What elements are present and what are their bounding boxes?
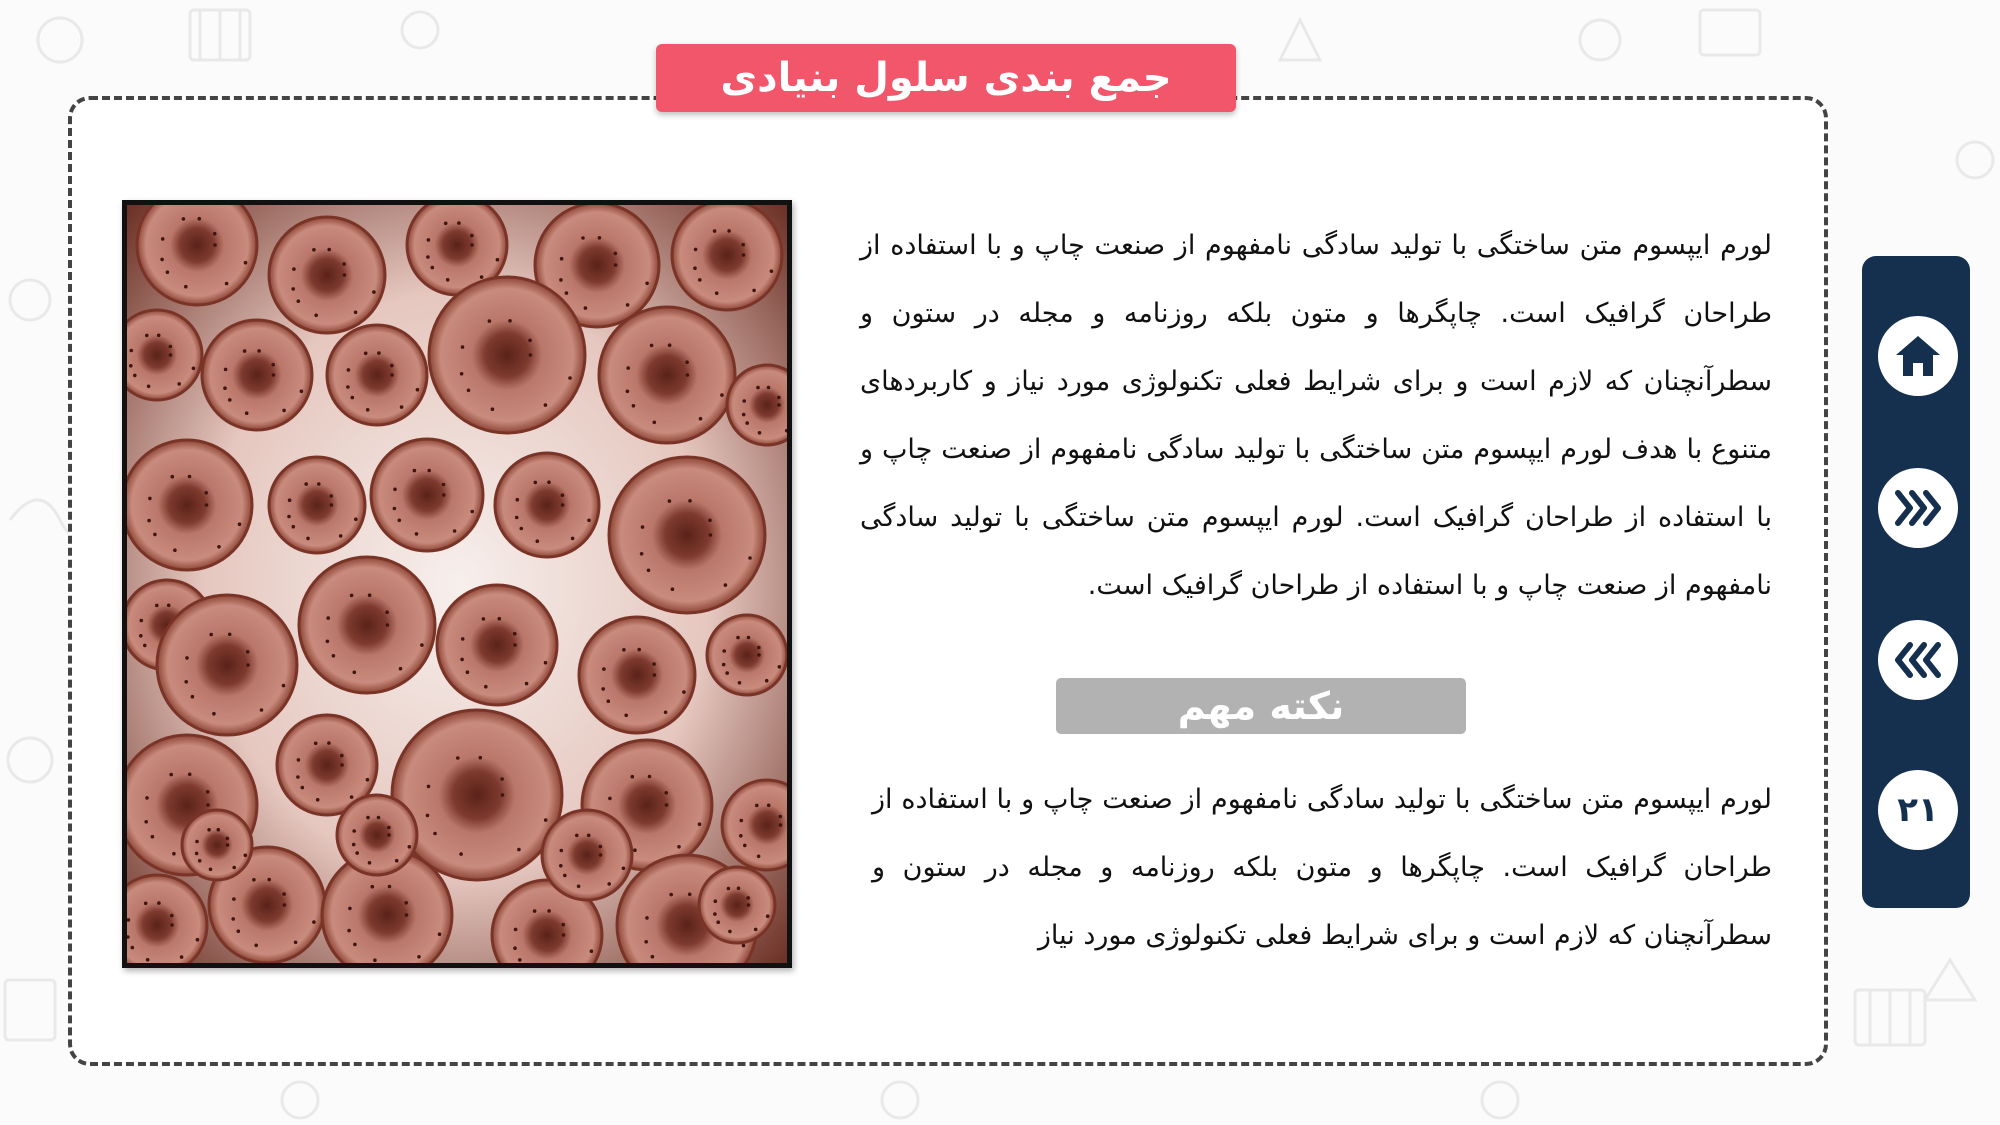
main-paragraph: لورم ایپسوم متن ساختگی با تولید سادگی نامفهوم از صنعت چاپ و با استفاده از طراحان گرافیک است. چاپگرها و متون بلکه روزنامه و مجله در ستون و سطرآنچنان که لازم است و برای شرایط فعلی تکنولوژی مورد نیاز و کاربردهای متنوع با هدف لورم ایپسوم متن ساختگی با تولید سادگی نامفهوم از صنعت چاپ و با استفاده از طراحان گرافیک است. لورم ایپسوم متن ساختگی با تولید سادگی نامفهوم از صنعت چاپ و با استفاده از طراحان گرافیک است. [860,230,1772,601]
next-slide-button[interactable] [1878,468,1958,548]
double-chevron-left-icon [1892,640,1944,680]
home-icon [1893,333,1943,379]
page-number: ۲۱ [1878,770,1958,850]
double-chevron-right-icon [1892,488,1944,528]
side-navigation [1862,256,1970,908]
slide-title: جمع بندی سلول بنیادی [656,44,1236,112]
important-note-label: نکته مهم [1056,678,1466,734]
stem-cells-photo [122,200,792,968]
note-paragraph: لورم ایپسوم متن ساختگی با تولید سادگی نامفهوم از صنعت چاپ و با استفاده از طراحان گرافیک است. چاپگرها و متون بلکه روزنامه و مجله در ستون و سطرآنچنان که لازم است و برای شرایط فعلی تکنولوژی مورد نیاز [872,784,1772,951]
home-button[interactable] [1878,316,1958,396]
previous-slide-button[interactable] [1878,620,1958,700]
